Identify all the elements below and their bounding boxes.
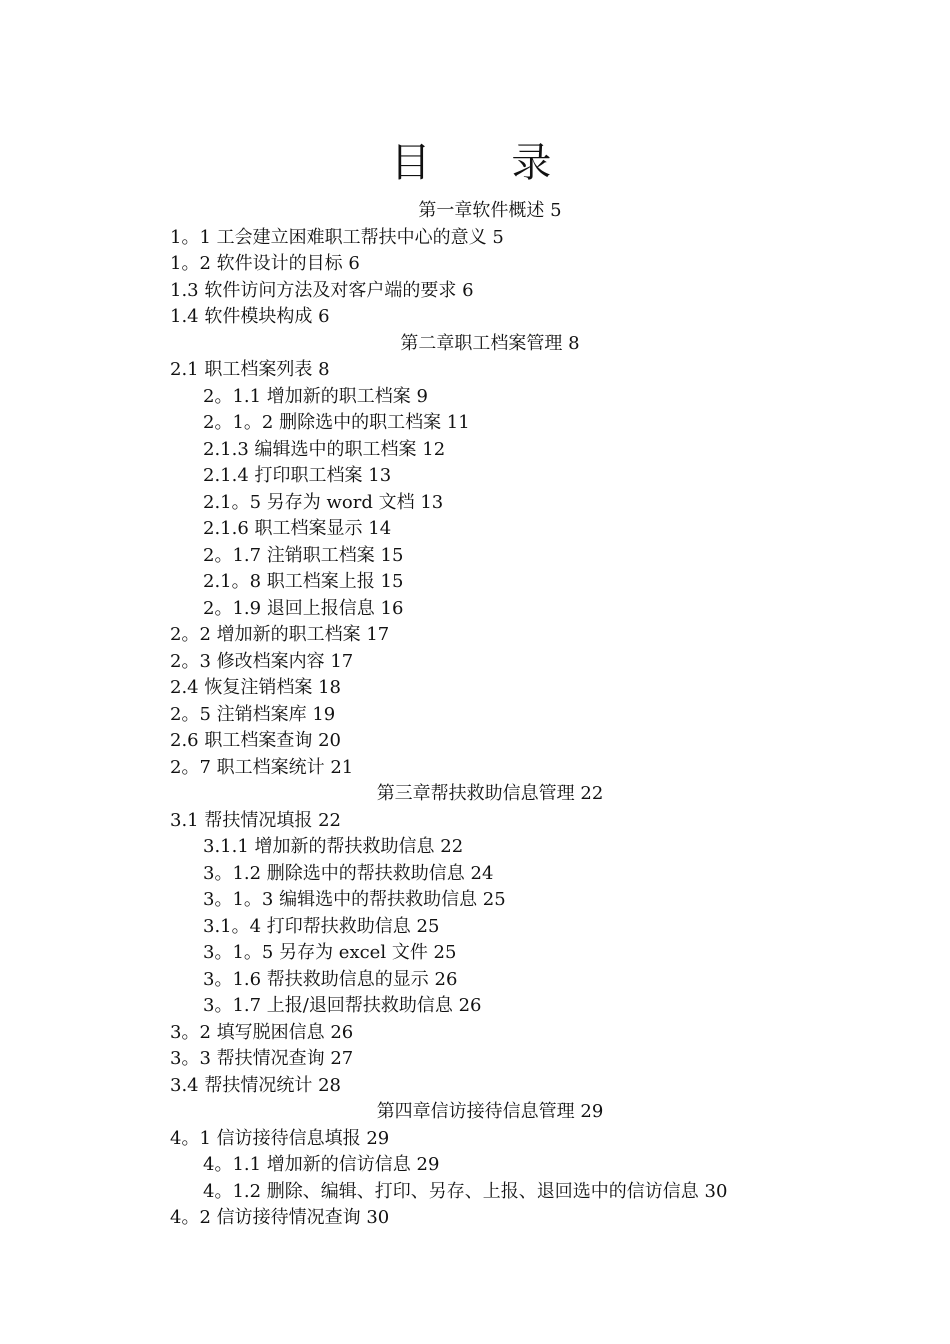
toc-entry[interactable]: 3。1.7 上报/退回帮扶救助信息 26 <box>203 995 482 1016</box>
toc-title: 目 录 <box>390 139 586 186</box>
toc-entry[interactable]: 2.1 职工档案列表 8 <box>170 359 330 380</box>
toc-entry[interactable]: 2.1.3 编辑选中的职工档案 12 <box>203 438 446 460</box>
toc-entry[interactable]: 3。3 帮扶情况查询 27 <box>170 1048 354 1069</box>
table-of-contents <box>170 198 810 1232</box>
toc-chapter-heading[interactable]: 第四章信访接待信息管理 29 <box>376 1101 604 1122</box>
toc-entry[interactable]: 2。1.9 退回上报信息 16 <box>203 597 404 619</box>
toc-entry[interactable]: 4。1.1 增加新的信访信息 29 <box>203 1154 440 1175</box>
toc-entry[interactable]: 4。1 信访接待信息填报 29 <box>170 1127 390 1149</box>
toc-entry[interactable]: 2。1.1 增加新的职工档案 9 <box>203 385 428 407</box>
toc-entry[interactable]: 2.1。5 另存为 word 文档 13 <box>203 491 444 513</box>
toc-entry[interactable]: 2.1。8 职工档案上报 15 <box>203 571 404 592</box>
toc-entry[interactable]: 2.1.4 打印职工档案 13 <box>203 465 392 486</box>
toc-entry[interactable]: 4。2 信访接待情况查询 30 <box>170 1207 390 1228</box>
toc-entry[interactable]: 1。2 软件设计的目标 6 <box>170 253 360 274</box>
toc-entry[interactable]: 2.6 职工档案查询 20 <box>170 730 341 751</box>
toc-entry[interactable]: 4。1.2 删除、编辑、打印、另存、上报、退回选中的信访信息 30 <box>203 1180 728 1202</box>
toc-entry[interactable]: 3.1 帮扶情况填报 22 <box>170 809 341 831</box>
toc-entry[interactable]: 1。1 工会建立困难职工帮扶中心的意义 5 <box>170 226 504 248</box>
toc-entry[interactable]: 3。1.6 帮扶救助信息的显示 26 <box>203 968 458 990</box>
toc-entry[interactable]: 2。1。2 删除选中的职工档案 11 <box>203 412 470 433</box>
toc-entry[interactable]: 3.4 帮扶情况统计 28 <box>170 1074 341 1096</box>
toc-entry[interactable]: 2。7 职工档案统计 21 <box>170 756 354 778</box>
toc-entry[interactable]: 3。1。3 编辑选中的帮扶救助信息 25 <box>203 889 506 910</box>
toc-chapter-heading[interactable]: 第三章帮扶救助信息管理 22 <box>376 783 604 804</box>
toc-entry[interactable]: 2。5 注销档案库 19 <box>170 703 336 725</box>
toc-entry[interactable]: 3。1。5 另存为 excel 文件 25 <box>203 942 457 963</box>
toc-entry[interactable]: 1.3 软件访问方法及对客户端的要求 6 <box>170 279 474 301</box>
toc-entry[interactable]: 3.1.1 增加新的帮扶救助信息 22 <box>203 836 464 857</box>
toc-entry[interactable]: 2.1.6 职工档案显示 14 <box>203 518 392 539</box>
toc-chapter-heading[interactable]: 第一章软件概述 5 <box>418 200 562 221</box>
toc-entry[interactable]: 2。3 修改档案内容 17 <box>170 650 354 672</box>
toc-chapter-heading[interactable]: 第二章职工档案管理 8 <box>400 332 580 354</box>
toc-entry[interactable]: 2。2 增加新的职工档案 17 <box>170 624 390 645</box>
toc-entry[interactable]: 3。1.2 删除选中的帮扶救助信息 24 <box>203 862 494 884</box>
toc-entry[interactable]: 3。2 填写脱困信息 26 <box>170 1021 354 1043</box>
toc-entry[interactable]: 2。1.7 注销职工档案 15 <box>203 544 404 566</box>
toc-entry[interactable]: 3.1。4 打印帮扶救助信息 25 <box>203 915 440 937</box>
toc-entry[interactable]: 2.4 恢复注销档案 18 <box>170 677 341 698</box>
toc-entry[interactable]: 1.4 软件模块构成 6 <box>170 306 330 327</box>
